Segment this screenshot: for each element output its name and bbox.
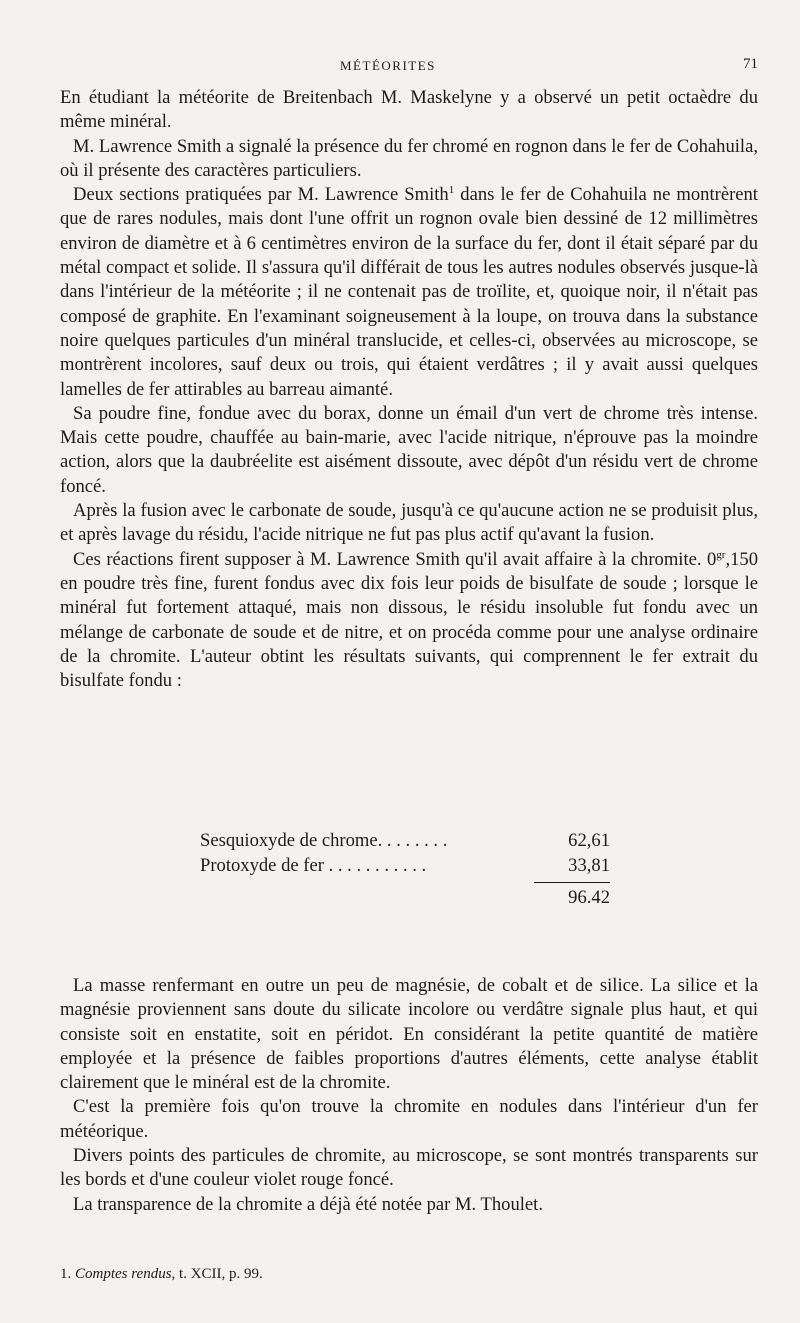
analysis-row [200,828,610,853]
footnote-detail: , t. XCII, p. 99. [171,1266,263,1282]
paragraph: La transparence de la chromite a déjà été notée par M. Thoulet. [73,1193,543,1215]
analysis-label: Sesquioxyde de chrome. . . . . . . . [200,830,448,851]
footnote-marker: 1 [448,184,455,196]
analysis-value: 62,61 [568,830,610,851]
footnote-source: Comptes rendus [75,1266,172,1282]
page-number: 71 [743,56,758,72]
paragraph: Divers points des particules de chromite, au microscope, se sont montrés transparents sur les bords et d'une couleur violet rouge foncé. [60,1145,758,1191]
analysis-label: Protoxyde de fer . . . . . . . . . . . [200,855,427,876]
unit-superscript: gr [716,548,726,561]
paragraph-text: ,150 en poudre très fine, furent fondus avec dix fois leur poids de bisulfate de soude ; lorsque le minéral fut fortement attaqué, mais non dissous, le résidu insoluble fut fondu avec un mélange de carbonate de soude et de nitre, et on procéda comme pour une analyse ordinaire de la chromite. L'auteur obtint les résultats suivants, qui comprennent le fer extrait du bisulfate fondu : [60,548,758,692]
paragraph: C'est la première fois qu'on trouve la chromite en nodules dans l'intérieur d'un fer météorique. [60,1096,758,1142]
paragraph-text: Deux sections pratiquées par M. Lawrence Smith [73,184,449,206]
paragraph [60,548,758,694]
footnote-number: 1. [60,1266,72,1282]
body-text-bottom [60,974,758,1217]
paragraph: M. Lawrence Smith a signalé la présence du fer chromé en rognon dans le fer de Cohahuila, où il présente des caractères particuliers. [60,135,758,181]
footnote [60,1266,263,1283]
paragraph-text: Ces réactions firent supposer à M. Lawrence Smith qu'il avait affaire à la chromite. 0 [73,548,717,570]
body-text-top [60,86,758,693]
paragraph-text: dans le fer de Cohahuila ne montrèrent que de rares nodules, mais dont l'une offrit un rognon ovale bien dessiné de 12 millimètres environ de diamètre et à 6 centimètres environ de la surface du fer, dont il était séparé par du métal compact et solide. Il s'assura qu'il différait de tous les autres nodules observés jusque-là dans l'intérieur de la météorite ; il ne contenait pas de troïlite, et, quoique noir, il n'était pas composé de graphite. En l'examinant soigneusement à la loupe, on trouva dans la substance noire quelques particules d'un minéral translucide, et celles-ci, observées au microscope, se montrèrent incolores, sauf deux ou trois, qui étaient verdâtres ; il y avait aussi quelques lamelles de fer attirables au barreau aimanté. [60,184,758,400]
analysis-value: 33,81 [568,855,610,876]
paragraph: Sa poudre fine, fondue avec du borax, donne un émail d'un vert de chrome très intense. Mais cette poudre, chauffée au bain-marie, avec l'acide nitrique, n'éprouve pas la moindre action, alors que la daubréelite est aisément dissoute, avec dépôt d'un résidu vert de chrome foncé. [60,402,758,497]
paragraph: En étudiant la météorite de Breitenbach M. Maskelyne y a observé un petit octaèdre du même minéral. [60,87,758,133]
analysis-table [200,828,610,910]
paragraph [60,183,758,402]
analysis-row [200,853,610,878]
running-title: MÉTÉORITES [340,58,436,73]
paragraph: Après la fusion avec le carbonate de soude, jusqu'à ce qu'aucune action ne se produisit plus, et après lavage du résidu, l'acide nitrique ne fut pas plus actif qu'avant la fusion. [60,500,758,546]
analysis-total: 96.42 [568,887,610,908]
paragraph: La masse renfermant en outre un peu de magnésie, de cobalt et de silice. La silice et la magnésie proviennent sans doute du silicate incolore ou verdâtre signale plus haut, et qui consiste soit en enstatite, soit en péridot. En considérant la petite quantité de matière employée et la présence de faibles proportions d'autres éléments, cette analyse établit clairement que le minéral est de la chromite. [60,975,758,1094]
